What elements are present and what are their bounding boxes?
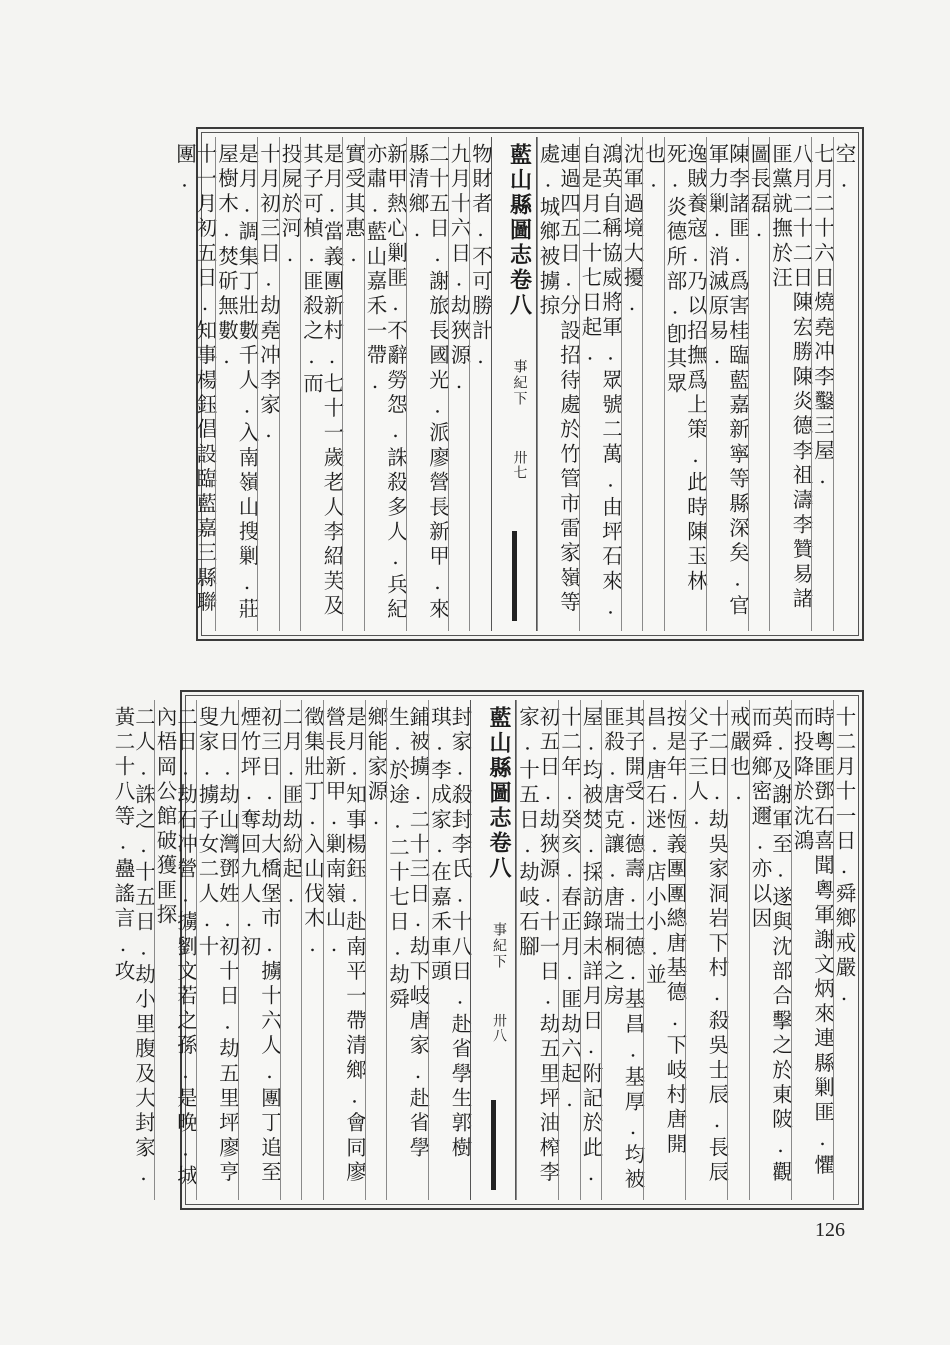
folio-number: 卅七 <box>511 450 528 480</box>
text-column: 二人.誅之.十五日.劫小里腹及大封家.黃二十八等.蠱謠言.攻 <box>111 706 156 1190</box>
center-fold <box>470 700 516 1200</box>
text-column: 十一月初五日.知事楊鈺倡設臨藍嘉三縣聯團. <box>172 143 217 616</box>
text-column: 是月.調集丁壯數千人.入南嶺山搜剿.莊屋樹木.焚斫無數. <box>215 137 257 631</box>
book-title: 藍山縣圖志卷八 <box>506 143 533 318</box>
text-column: 連過四五日.分設招待處於竹管市雷家嶺等處.城鄉被擄掠 <box>537 137 579 631</box>
text-column: 沈軍過境大擾. <box>621 137 643 631</box>
upper-page-columns <box>172 137 856 631</box>
text-column: 十二日.劫吳家洞岩下村.殺吳士辰.長辰父子三人. <box>685 700 727 1200</box>
lower-page <box>111 690 864 1210</box>
text-column: 陳李諸匪.爲害桂臨藍嘉新寧等縣深矣.官軍力剿.消滅原易. <box>706 137 748 631</box>
text-column: 十二月十一日.舜鄉戒嚴. <box>833 700 855 1200</box>
text-column: 新甲熱心剿匪.不辭勞怨.誅殺多人.兵紀亦肅.藍山嘉禾一帶. <box>364 137 406 631</box>
text-column: 逸賊養寇.乃以招撫爲上策.此時陳玉林死.炎德所部.卽其眾 <box>664 137 706 631</box>
section-title: 事紀下 <box>491 922 507 970</box>
folio-number: 卅八 <box>491 1013 507 1043</box>
lower-page-columns <box>111 700 856 1200</box>
text-column: 鴻英自稱協威將軍.眾號二萬.由坪石來.自是月二十七日起. <box>579 137 621 631</box>
text-column: 十二年.癸亥.春正月.匪劫六起. <box>558 700 580 1200</box>
text-column: 初五日.劫狹源.十一日.劫五里坪油榨李家.十五日.劫岐石腳 <box>516 700 558 1200</box>
text-column: 英.及謝軍至.遂與沈部合擊之於東陂.觀而舜鄉密邇.亦以因 <box>749 700 791 1200</box>
text-column: 七月二十六日燒堯冲李鑿三屋. <box>811 137 833 631</box>
text-column: 空. <box>833 137 855 631</box>
section-title: 事紀下 <box>511 359 528 407</box>
text-column: 物財者.不可勝計. <box>469 137 491 631</box>
fish-tail-mark <box>491 1100 496 1190</box>
text-column: 鋪被擄.二十三日.劫下岐唐家.赴省學生.於途.二十七日.劫舜 <box>386 700 428 1200</box>
text-column: 封家.殺封李氏.十八日.赴省學生郭樹琪.李成家.在嘉禾車頭 <box>428 700 470 1200</box>
upper-page <box>172 127 864 641</box>
text-column: 九月十六日.劫狹源. <box>448 137 470 631</box>
fish-tail-mark <box>512 531 517 621</box>
text-column: 鄉能家源. <box>365 700 387 1200</box>
text-column: 也. <box>642 137 664 631</box>
text-column: 時粵匪鄧石喜聞粵軍謝文炳來連縣剿匪.懼而投降於沈鴻 <box>791 700 833 1200</box>
text-column: 八月二十二日陳宏勝陳炎德李祖濤李贊易諸匪黨就撫於汪 <box>769 137 811 631</box>
book-title: 藍山縣圖志卷八 <box>486 706 512 881</box>
text-column: 實受其惠. <box>342 137 364 631</box>
text-column: 投屍於河. <box>279 137 301 631</box>
text-column: 圖長磊. <box>748 137 770 631</box>
text-column: 是月.當義團新村.七十一歲老人李紹芙及其子可楨.匪殺之.而 <box>300 137 342 631</box>
text-column: 二十五日.謝旅長國光.派廖營長新甲.來縣清鄉. <box>406 137 448 631</box>
page-number: 126 <box>815 1219 845 1241</box>
text-column: 二日.劫石冲營.擄劉文若之孫.是晚.城內梧岡公館破獲匪探 <box>154 700 196 1200</box>
text-column: 按是年.恆義團團總唐基德.下岐村唐開昌.唐石迷.店小小.並 <box>643 700 685 1200</box>
text-column: 是月.知事楊鈺.赴南平一帶清鄉.會同廖營長新甲.剿南嶺山. <box>323 700 365 1200</box>
text-column: 屋.均被焚.採訪錄未詳月日.附記於此. <box>580 700 602 1200</box>
text-column: 九日.劫山灣鄧姓.初十日.劫五里坪廖亨叟家.擄子女二人.十 <box>196 700 238 1200</box>
text-column: 十月初三日.劫堯冲李家. <box>257 137 279 631</box>
center-fold <box>491 137 537 631</box>
text-column: 其子開受.德壽.士德.基昌.基厚.均被匪殺.唐克讓.唐瑞桐之房 <box>601 700 643 1200</box>
text-column: 初三日.劫大橋堡市.擄十六人.團丁追至煙竹坪.奪回九人.初 <box>238 700 280 1200</box>
text-column: 徵集壯丁.入山伐木. <box>301 700 323 1200</box>
text-column: 二月.匪劫紛起. <box>280 700 302 1200</box>
text-column: 戒嚴也. <box>727 700 749 1200</box>
